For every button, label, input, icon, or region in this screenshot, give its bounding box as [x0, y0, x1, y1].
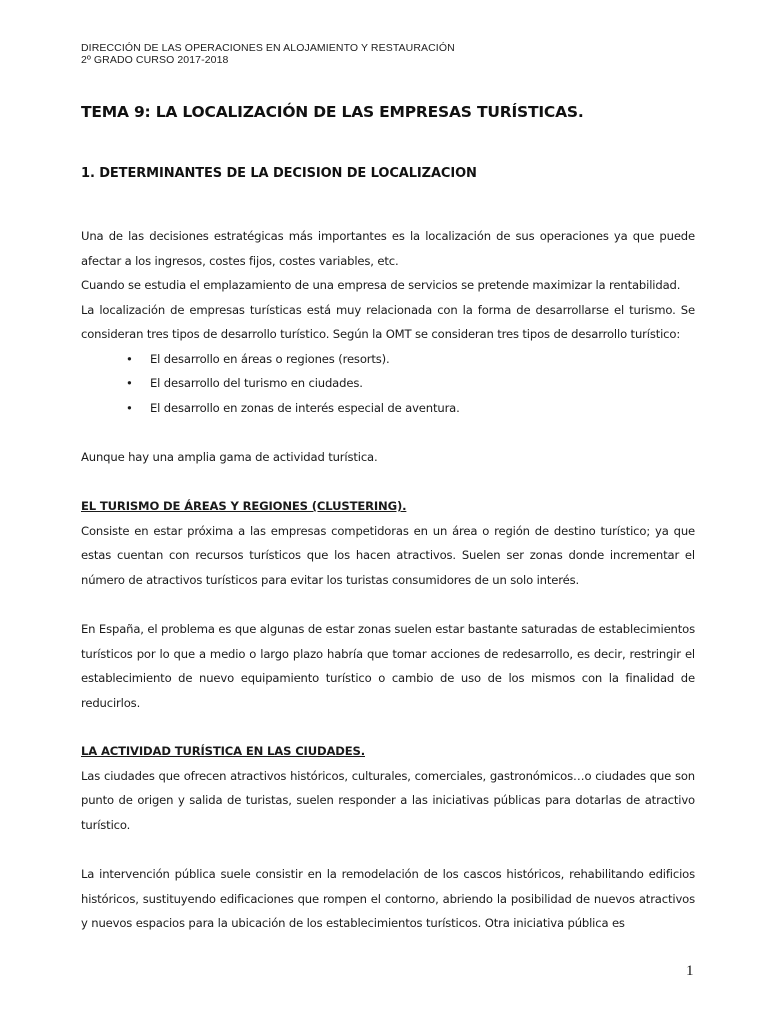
cities-paragraph-2: La intervención pública suele consistir en la remodelación de los cascos históricos, rehabilitando edificios históricos, sustituyendo edificaciones que rompen el contorno, abriendo la posibilidad de nuevos atractivos y nuevos espacios para la ubicación de los establecimientos turísticos. Otra iniciativa pública es [81, 867, 695, 930]
cities-section-2 [81, 862, 695, 936]
intro-paragraph-3: La localización de empresas turísticas está muy relacionada con la forma de desarrollarse el turismo. Se consideran tres tipos de desarrollo turístico. Según la OMT se consideran tres tipos de desarrollo turístico: [81, 302, 695, 341]
development-types-list [81, 347, 695, 421]
clustering-paragraph-2: En España, el problema es que algunas de estar zonas suelen estar bastante saturadas de establecimientos turísticos por lo que a medio o largo plazo habría que tomar acciones de redesarrollo, es decir, restringir el establecimiento de nuevo equipamiento turístico o cambio de uso de los mismos con la finalidad de reducirlos. [81, 622, 695, 710]
header-course-year: 2º GRADO CURSO 2017-2018 [81, 54, 229, 66]
list-item: • El desarrollo del turismo en ciudades. [81, 371, 695, 396]
intro-block [81, 224, 695, 420]
intro-closing [81, 445, 695, 470]
intro-paragraph-2: Cuando se estudia el emplazamiento de una empresa de servicios se pretende maximizar la rentabilidad. [81, 278, 681, 292]
bullet-icon: • [126, 376, 133, 390]
clustering-paragraph-1: Consiste en estar próxima a las empresas competidoras en un área o región de destino turístico; ya que estas cuentan con recursos turísticos que los hacen atractivos. Suelen ser zonas donde incrementar el número de atractivos turísticos para evitar los turistas consumidores de un solo interés. [81, 523, 695, 587]
cities-section [81, 739, 695, 837]
cities-heading: LA ACTIVIDAD TURÍSTICA EN LAS CIUDADES. [81, 744, 365, 758]
page-title: TEMA 9: LA LOCALIZACIÓN DE LAS EMPRESAS TURÍSTICAS. [81, 103, 584, 121]
list-item: • El desarrollo en zonas de interés especial de aventura. [81, 396, 695, 421]
clustering-section [81, 494, 695, 592]
intro-paragraph-1: Una de las decisiones estratégicas más importantes es la localización de sus operaciones ya que puede afectar a los ingresos, costes fijos, costes variables, etc. [81, 229, 695, 268]
document-header [81, 42, 455, 66]
bullet-icon: • [126, 351, 133, 366]
cities-paragraph-1: Las ciudades que ofrecen atractivos históricos, culturales, comerciales, gastronómicos…o ciudades que son punto de origen y salida de turistas, suelen responder a las iniciativas públicas para dotarlas de atractivo turístico. [81, 768, 695, 832]
intro-paragraph-4: Aunque hay una amplia gama de actividad turística. [81, 450, 378, 464]
bullet-icon: • [126, 400, 133, 415]
header-course-title: DIRECCIÓN DE LAS OPERACIONES EN ALOJAMIENTO Y RESTAURACIÓN [81, 42, 455, 54]
clustering-heading: EL TURISMO DE ÁREAS Y REGIONES (CLUSTERING). [81, 499, 407, 513]
section-heading: 1. DETERMINANTES DE LA DECISION DE LOCALIZACION [81, 166, 477, 181]
clustering-section-2 [81, 617, 695, 715]
page-number: 1 [686, 963, 694, 979]
list-item: • El desarrollo en áreas o regiones (resorts). [81, 347, 695, 372]
